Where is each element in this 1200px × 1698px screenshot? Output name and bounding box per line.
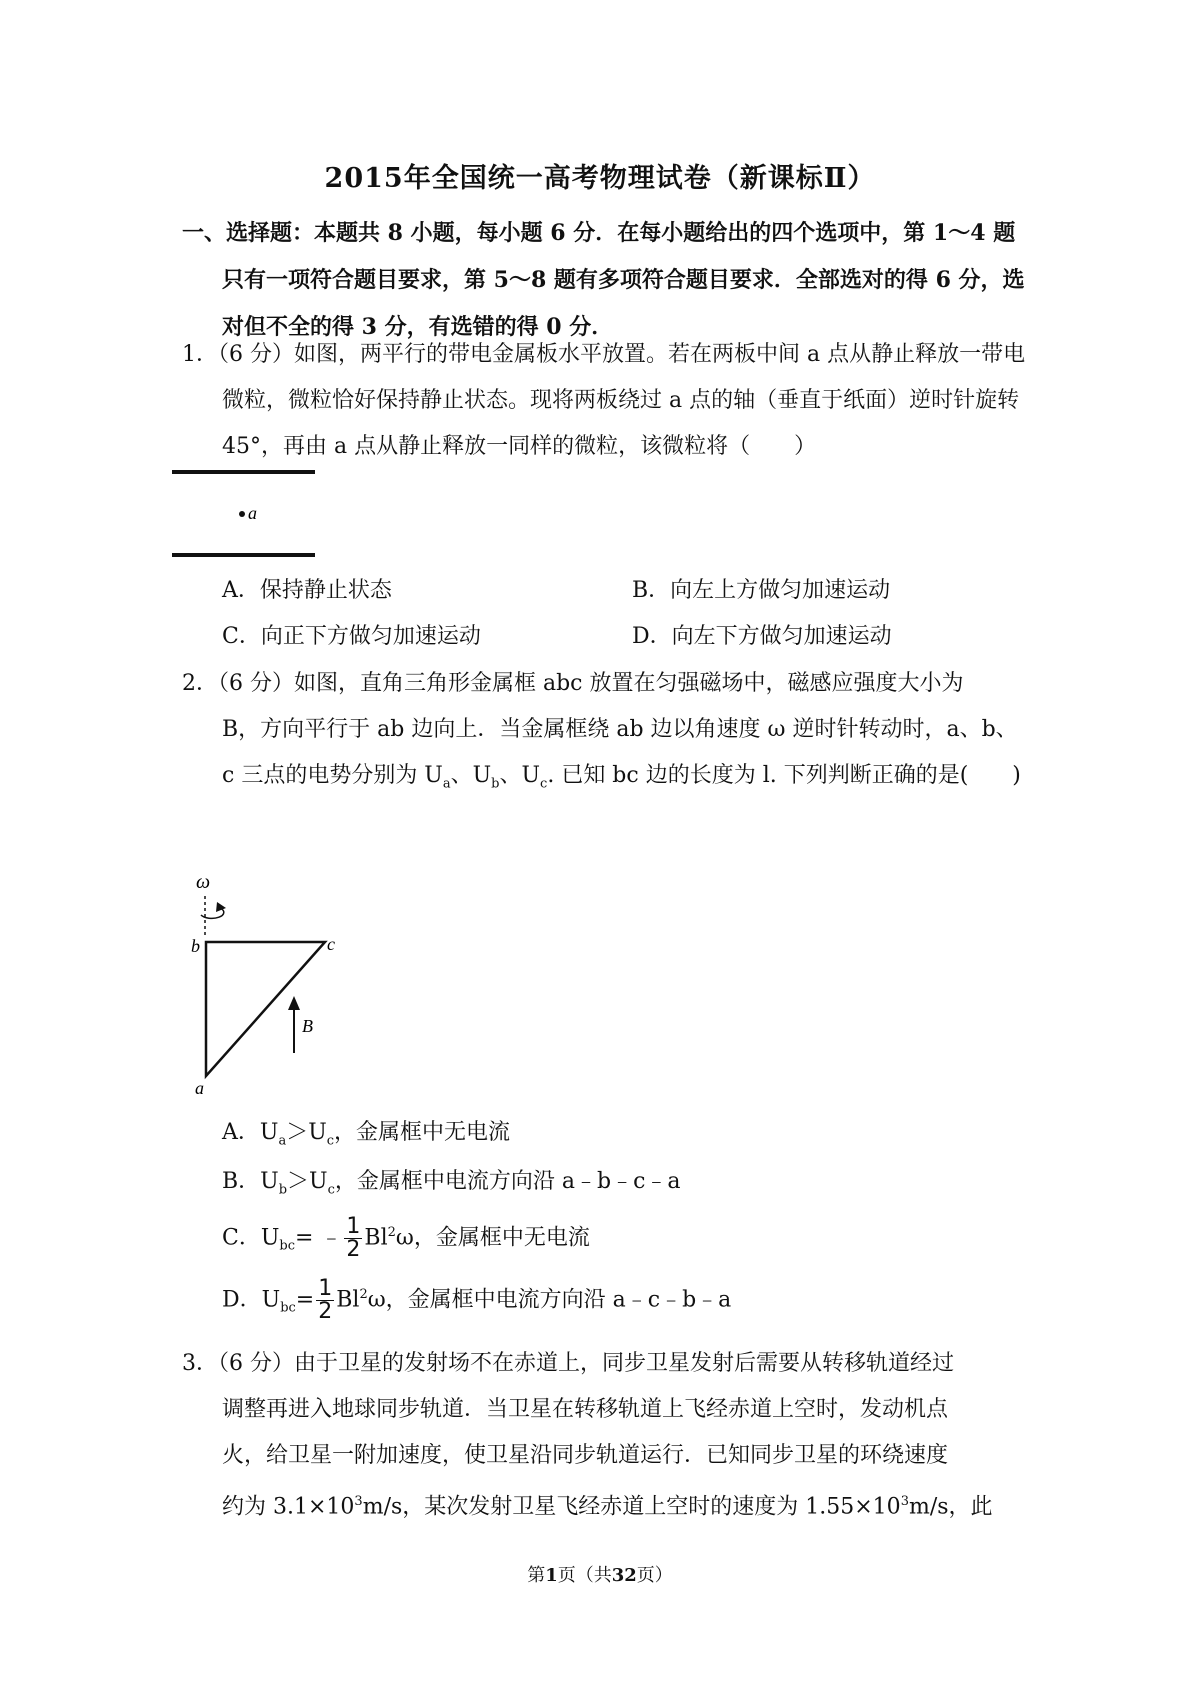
field-arrow-icon: [288, 996, 300, 1010]
q1-option-a: A．保持静止状态: [222, 578, 392, 603]
fraction-one-half: $\frac{1}{2}$: [318, 1275, 333, 1324]
question-2: [182, 661, 1032, 807]
vertex-a-label: a: [195, 1078, 204, 1098]
page-number: 1: [545, 1565, 558, 1586]
section-heading: 一、选择题：本题共 8 小题，每小题 6 分．在每小题给出的四个选项中，第 1～4 题只有一项符合题目要求，第 5～8 题有多项符合题目要求．全部选对的得 6 分，选对但不全的得 3 分，有选错的得 0 分．: [182, 220, 1025, 340]
q2-option-a: A．$U_a>U_c$，金属框中无电流: [222, 1120, 511, 1149]
question-3-line-3: 火，给卫星一附加速度，使卫星沿同步轨道运行．已知同步卫星的环绕速度: [222, 1443, 949, 1468]
q2-option-b: B．$U_b>U_c$，金属框中电流方向沿 a﹣b﹣c﹣a: [222, 1169, 681, 1198]
fraction-one-half: $\frac{1}{2}$: [346, 1213, 361, 1262]
q1-option-b: B．向左上方做匀加速运动: [632, 578, 891, 603]
question-3-line-1: 3．（6 分）由于卫星的发射场不在赤道上，同步卫星发射后需要从转移轨道经过: [182, 1351, 954, 1376]
page-total: 32: [611, 1565, 637, 1586]
point-a-label: a: [248, 503, 257, 523]
exam-title: 2015年全国统一高考物理试卷（新课标Ⅱ）: [324, 163, 876, 194]
question-2-line-3: c 三点的电势分别为 $U_a$、$U_b$、$U_c$. 已知 bc 边的长度为 l. 下列判断正确的是( ): [222, 763, 1021, 792]
vertex-b-label: b: [191, 936, 200, 956]
q1-option-c: C．向正下方做匀加速运动: [222, 624, 481, 649]
rotation-arrowhead-icon: [216, 902, 226, 912]
question-2-figure: [180, 868, 360, 1098]
section-instructions: [182, 210, 1032, 351]
question-3-line-4: 约为 $3.1\times 10^3m/s$，某次发射卫星飞经赤道上空时的速度为 $1.55\times 10^3m/s$，此: [222, 1494, 993, 1520]
field-b-label: B: [302, 1016, 313, 1036]
question-2-line-1: 2．（6 分）如图，直角三角形金属框 abc 放置在匀强磁场中，磁感应强度大小为: [182, 671, 964, 696]
omega-label: ω: [196, 871, 211, 893]
q2-option-d: D．$U_{bc}=$ $\frac{1}{2}$ Bl$^2$ω，金属框中电流方向沿 a﹣c﹣b﹣a: [222, 1275, 732, 1324]
question-1-figure: [170, 462, 330, 562]
q2-option-c: C．$U_{bc}=$ ﹣ $\frac{1}{2}$ Bl$^2$ω，金属框中无电流: [222, 1213, 590, 1262]
page-footer: 第1页（共32页）: [527, 1565, 673, 1586]
question-3-line-2: 调整再进入地球同步轨道．当卫星在转移轨道上飞经赤道上空时，发动机点: [222, 1397, 949, 1422]
question-2-line-2: B，方向平行于 ab 边向上．当金属框绕 ab 边以角速度 ω 逆时针转动时，a、b、: [222, 717, 1018, 742]
triangle-frame: [206, 942, 325, 1076]
point-a-dot: [239, 511, 245, 517]
q1-option-d: D．向左下方做匀加速运动: [632, 624, 892, 649]
question-1: [182, 332, 1032, 470]
question-1-stem: 1．（6 分）如图，两平行的带电金属板水平放置。若在两板中间 a 点从静止释放一带电微粒，微粒恰好保持静止状态。现将两板绕过 a 点的轴（垂直于纸面）逆时针旋转 45°，再由 a 点从静止释放一同样的微粒，该微粒将（ ）: [182, 342, 1026, 459]
vertex-c-label: c: [327, 934, 335, 954]
question-3: [182, 1341, 1032, 1530]
